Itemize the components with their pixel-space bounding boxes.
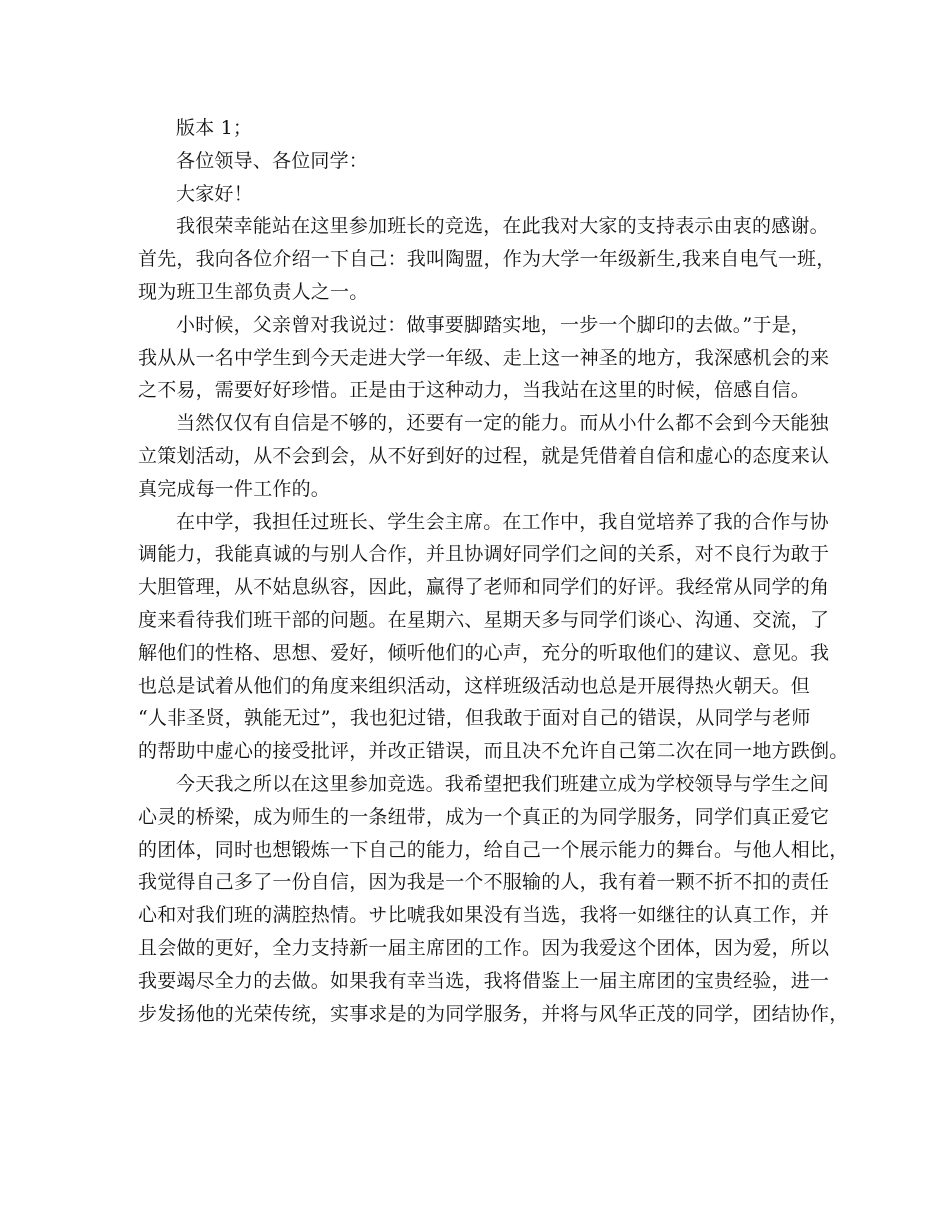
text-line: 的团体，同时也想锻炼一下自己的能力，给自己一个展示能力的舞台。与他人相比， [138, 838, 849, 861]
text-line: 的帮助中虚心的接受批评，并改正错误，而且决不允许自己第二次在同一地方跌倒。 [138, 740, 849, 763]
paragraph-start-line: 我很荣幸能站在这里参加班长的竞选，在此我对大家的支持表示由衷的感谢。 [176, 215, 829, 238]
text-line: 立策划活动，从不会到会，从不好到好的过程，就是凭借着自信和虚心的态度来认 [138, 444, 830, 467]
paragraph-start-line: 大家好！ [176, 182, 253, 205]
text-line: 之不易，需要好好珍惜。正是由于这种动力，当我站在这里的时候，倍感自信。 [138, 379, 811, 402]
text-line: 我从从一名中学生到今天走进大学一年级、走上这一神圣的地方，我深感机会的来 [138, 346, 830, 369]
document-page [138, 112, 849, 1030]
text-line: 大胆管理，从不姑息纵容，因此，赢得了老师和同学们的好评。我经常从同学的角 [138, 576, 830, 599]
text-line: 我觉得自己多了一份自信，因为我是一个不服输的人，我有着一颗不折不扣的责任 [138, 871, 830, 894]
text-line: 度来看待我们班干部的问题。在星期六、星期天多与同学们谈心、沟通、交流，了 [138, 608, 830, 631]
text-line: 调能力，我能真诚的与别人合作，并且协调好同学们之间的关系，对不良行为敢于 [138, 543, 830, 566]
paragraph-start-line: 当然仅仅有自信是不够的，还要有一定的能力。而从小什么都不会到今天能独 [176, 412, 829, 435]
paragraph-start-line: 小时候，父亲曾对我说过：做事要脚踏实地，一步一个脚印的去做。”于是， [176, 313, 811, 336]
text-line: 现为班卫生部负责人之一。 [138, 280, 369, 303]
text-line: 首先，我向各位介绍一下自己：我叫陶盟，作为大学一年级新生,我来自电气一班， [138, 248, 836, 271]
text-line: 心和对我们班的满腔热情。サ比唬我如果没有当选，我将一如继往的认真工作，并 [138, 904, 830, 927]
text-line: 心灵的桥梁，成为师生的一条纽带，成为一个真正的为同学服务，同学们真正爱它 [138, 805, 830, 828]
text-line: 我要竭尽全力的去做。如果我有幸当选，我将借鉴上一届主席团的宝贵经验，进一 [138, 969, 830, 992]
paragraph-start-line: 在中学，我担任过班长、学生会主席。在工作中，我自觉培养了我的合作与协 [176, 510, 829, 533]
text-line: “人非圣贤，孰能无过”，我也犯过错，但我敢于面对自己的错误，从同学与老师 [138, 707, 811, 730]
text-line: 真完成每一件工作的。 [138, 477, 331, 500]
text-line: 解他们的性格、思想、爱好，倾听他们的心声，充分的听取他们的建议、意见。我 [138, 641, 830, 664]
paragraph-start-line: 今天我之所以在这里参加竞选。我希望把我们班建立成为学校领导与学生之间 [176, 772, 829, 795]
text-line: 且会做的更好，全力支持新一届主席团的工作。因为我爱这个团体，因为爱，所以 [138, 936, 830, 959]
text-line: 也总是试着从他们的角度来组织活动，这样班级活动也总是开展得热火朝天。但 [138, 674, 811, 697]
paragraph-start-line: 各位领导、各位同学： [176, 149, 369, 172]
paragraph-start-line: 版本 1； [176, 117, 253, 139]
text-line: 步发扬他的光荣传统，实事求是的为同学服务，并将与风华正茂的同学，团结协作， [138, 1002, 849, 1025]
